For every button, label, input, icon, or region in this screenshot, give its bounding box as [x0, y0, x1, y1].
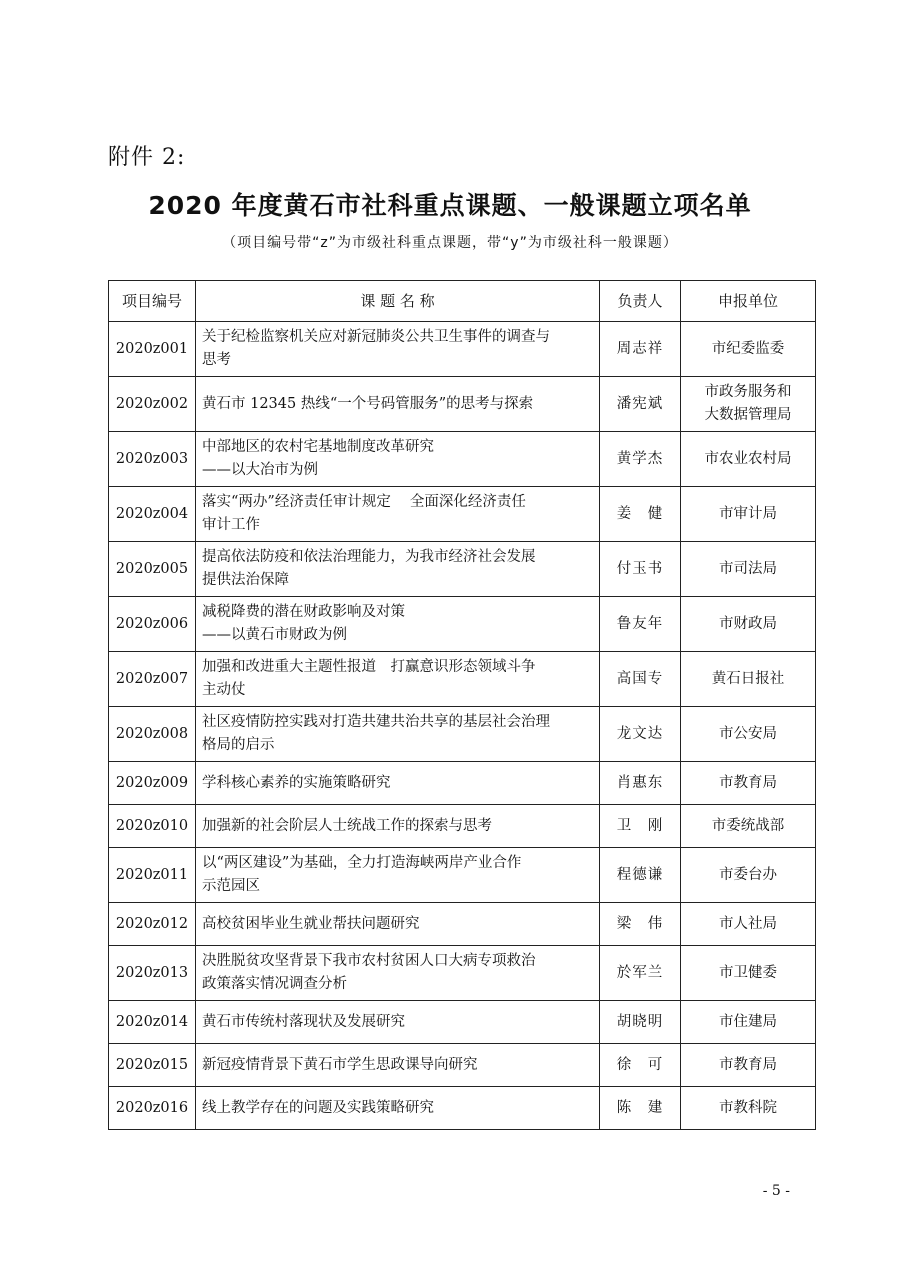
project-topic-cell: 黄石市 12345 热线“一个号码管服务”的思考与探索	[196, 377, 600, 432]
project-topic-cell: 线上教学存在的问题及实践策略研究	[196, 1087, 600, 1130]
project-topic-cell: 以“两区建设”为基础，全力打造海峡两岸产业合作 示范园区	[196, 848, 600, 903]
table-row	[109, 322, 816, 377]
project-leader-cell: 陈 建	[600, 1087, 681, 1130]
project-leader-cell: 徐 可	[600, 1044, 681, 1087]
project-code-cell: 2020z015	[109, 1044, 196, 1087]
project-leader-cell: 鲁友年	[600, 597, 681, 652]
project-leader-cell: 周志祥	[600, 322, 681, 377]
table-body	[109, 322, 816, 1130]
header-unit: 申报单位	[681, 281, 816, 322]
project-code-cell: 2020z012	[109, 903, 196, 946]
project-unit-cell: 黄石日报社	[681, 652, 816, 707]
project-topic-cell: 新冠疫情背景下黄石市学生思政课导向研究	[196, 1044, 600, 1087]
table-row	[109, 432, 816, 487]
project-leader-cell: 於军兰	[600, 946, 681, 1001]
project-unit-cell: 市人社局	[681, 903, 816, 946]
table-row	[109, 707, 816, 762]
project-code-cell: 2020z014	[109, 1001, 196, 1044]
project-topic-cell: 学科核心素养的实施策略研究	[196, 762, 600, 805]
project-table	[108, 280, 816, 1130]
project-unit-cell: 市卫健委	[681, 946, 816, 1001]
project-unit-cell: 市政务服务和 大数据管理局	[681, 377, 816, 432]
project-leader-cell: 程德谦	[600, 848, 681, 903]
project-unit-cell: 市财政局	[681, 597, 816, 652]
project-code-cell: 2020z005	[109, 542, 196, 597]
table-row	[109, 1044, 816, 1087]
project-topic-cell: 高校贫困毕业生就业帮扶问题研究	[196, 903, 600, 946]
page-subtitle: （项目编号带“z”为市级社科重点课题，带“y”为市级社科一般课题）	[222, 235, 678, 251]
attachment-label: 附件 2:	[108, 145, 186, 170]
table-row	[109, 1001, 816, 1044]
table-header-row	[109, 281, 816, 322]
project-unit-cell: 市教科院	[681, 1087, 816, 1130]
project-leader-cell: 黄学杰	[600, 432, 681, 487]
project-leader-cell: 潘宪斌	[600, 377, 681, 432]
project-code-cell: 2020z016	[109, 1087, 196, 1130]
project-leader-cell: 胡晓明	[600, 1001, 681, 1044]
project-topic-cell: 黄石市传统村落现状及发展研究	[196, 1001, 600, 1044]
project-code-cell: 2020z013	[109, 946, 196, 1001]
project-code-cell: 2020z008	[109, 707, 196, 762]
table-row	[109, 377, 816, 432]
table-row	[109, 487, 816, 542]
project-unit-cell: 市教育局	[681, 762, 816, 805]
project-unit-cell: 市委台办	[681, 848, 816, 903]
header-code: 项目编号	[109, 281, 196, 322]
project-code-cell: 2020z001	[109, 322, 196, 377]
project-topic-cell: 减税降费的潜在财政影响及对策 ——以黄石市财政为例	[196, 597, 600, 652]
table-row	[109, 652, 816, 707]
project-topic-cell: 加强新的社会阶层人士统战工作的探索与思考	[196, 805, 600, 848]
project-code-cell: 2020z010	[109, 805, 196, 848]
project-topic-cell: 加强和改进重大主题性报道 打赢意识形态领域斗争 主动仗	[196, 652, 600, 707]
project-topic-cell: 决胜脱贫攻坚背景下我市农村贫困人口大病专项救治 政策落实情况调查分析	[196, 946, 600, 1001]
project-topic-cell: 落实“两办”经济责任审计规定 全面深化经济责任 审计工作	[196, 487, 600, 542]
header-topic: 课 题 名 称	[196, 281, 600, 322]
project-leader-cell: 姜 健	[600, 487, 681, 542]
project-unit-cell: 市住建局	[681, 1001, 816, 1044]
project-leader-cell: 卫 刚	[600, 805, 681, 848]
project-code-cell: 2020z006	[109, 597, 196, 652]
project-code-cell: 2020z004	[109, 487, 196, 542]
project-leader-cell: 肖惠东	[600, 762, 681, 805]
project-code-cell: 2020z007	[109, 652, 196, 707]
project-unit-cell: 市公安局	[681, 707, 816, 762]
project-leader-cell: 龙文达	[600, 707, 681, 762]
project-unit-cell: 市审计局	[681, 487, 816, 542]
table-row	[109, 903, 816, 946]
project-unit-cell: 市司法局	[681, 542, 816, 597]
table-row	[109, 805, 816, 848]
project-topic-cell: 关于纪检监察机关应对新冠肺炎公共卫生事件的调查与 思考	[196, 322, 600, 377]
project-leader-cell: 高国专	[600, 652, 681, 707]
table-row	[109, 848, 816, 903]
table-row	[109, 597, 816, 652]
project-leader-cell: 付玉书	[600, 542, 681, 597]
project-topic-cell: 提高依法防疫和依法治理能力，为我市经济社会发展 提供法治保障	[196, 542, 600, 597]
project-code-cell: 2020z011	[109, 848, 196, 903]
table-row	[109, 1087, 816, 1130]
table-row	[109, 762, 816, 805]
header-leader: 负责人	[600, 281, 681, 322]
table-row	[109, 946, 816, 1001]
page-title: 2020 年度黄石市社科重点课题、一般课题立项名单	[148, 191, 752, 220]
project-unit-cell: 市教育局	[681, 1044, 816, 1087]
project-unit-cell: 市纪委监委	[681, 322, 816, 377]
project-code-cell: 2020z002	[109, 377, 196, 432]
project-topic-cell: 社区疫情防控实践对打造共建共治共享的基层社会治理 格局的启示	[196, 707, 600, 762]
project-unit-cell: 市农业农村局	[681, 432, 816, 487]
project-code-cell: 2020z009	[109, 762, 196, 805]
project-leader-cell: 梁 伟	[600, 903, 681, 946]
table-row	[109, 542, 816, 597]
page-number: - 5 -	[762, 1183, 790, 1199]
project-topic-cell: 中部地区的农村宅基地制度改革研究 ——以大冶市为例	[196, 432, 600, 487]
project-unit-cell: 市委统战部	[681, 805, 816, 848]
project-code-cell: 2020z003	[109, 432, 196, 487]
